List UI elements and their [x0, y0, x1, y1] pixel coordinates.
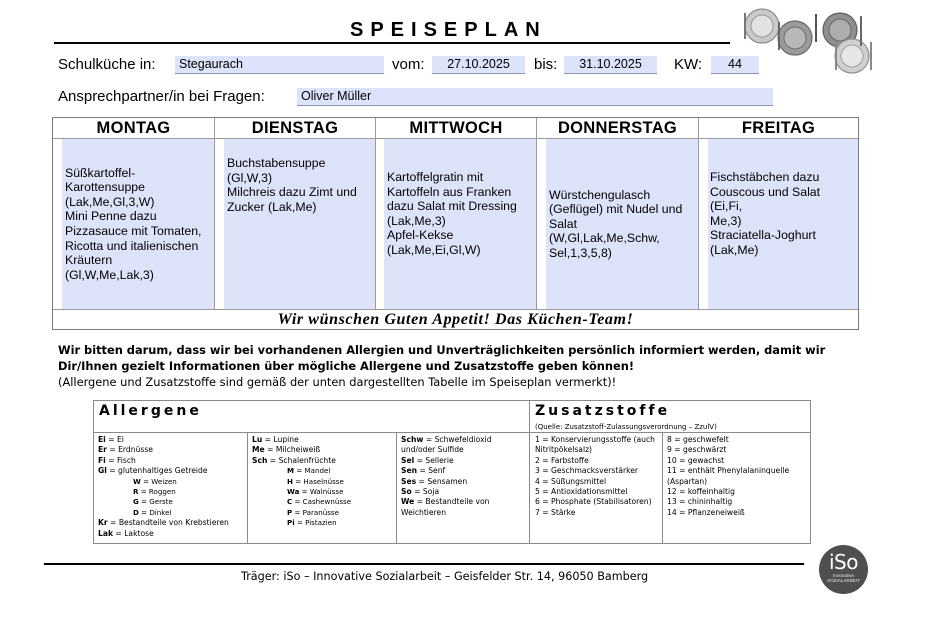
legend-code: Lak	[98, 528, 114, 538]
legend-item	[252, 508, 351, 518]
zusatzstoffe-list-1	[535, 435, 655, 518]
legend-item	[401, 435, 492, 445]
legend-text: = Bestandteile von Krebstieren	[107, 518, 229, 528]
allergen-legend-table	[93, 400, 811, 544]
day-menu-cell	[546, 139, 698, 309]
legend-text: = Dinkel	[138, 507, 172, 517]
legend-text: = Senf	[417, 466, 446, 476]
legend-item	[401, 497, 492, 507]
day-menu-text: Buchstabensuppe (Gl,W,3) Milchreis dazu Zimt und Zucker (Lak,Me)	[227, 156, 357, 214]
logo-subtext: SOZIALARBEIT	[827, 578, 860, 583]
contact-field[interactable]: Oliver Müller	[297, 88, 773, 106]
legend-text: = Mandel	[294, 466, 331, 476]
legend-code: Lu	[252, 435, 263, 444]
legend-item: 12 = koffeinhaltig	[667, 487, 735, 497]
legend-text: und/oder Sulfide	[401, 445, 464, 455]
allergene-heading: Allergene	[99, 403, 202, 419]
legend-item	[98, 508, 229, 518]
notice-line-3: (Allergene und Zusatzstoffe sind gemäß der unten dargestellten Tabelle im Speiseplan vermerkt)!	[58, 375, 617, 389]
legend-code: G	[133, 497, 139, 507]
legend-item: 7 = Stärke	[535, 507, 576, 517]
legend-divider	[396, 432, 397, 543]
legend-text: = Laktose	[113, 528, 154, 538]
legend-code: D	[133, 507, 139, 517]
legend-text: Weichtieren	[401, 507, 447, 517]
day-name: MONTAG	[53, 118, 214, 139]
legend-item	[252, 477, 351, 487]
zusatzstoffe-heading: Zusatzstoffe	[535, 403, 671, 419]
allergene-list-1	[98, 435, 229, 539]
day-name: DONNERSTAG	[537, 118, 698, 139]
legend-text: = Haselnüsse	[292, 476, 344, 486]
legend-item	[401, 477, 492, 487]
iso-logo	[819, 545, 868, 594]
logo-text: iSo	[829, 550, 858, 574]
legend-item	[401, 487, 492, 497]
legend-text: = Schwefeldioxid	[423, 435, 492, 444]
from-date-field[interactable]: 27.10.2025	[432, 56, 525, 74]
legend-text: = Fisch	[105, 455, 136, 465]
legend-item	[401, 508, 492, 518]
footer-text: Träger: iSo – Innovative Sozialarbeit – Geisfelder Str. 14, 96050 Bamberg	[241, 570, 649, 583]
legend-code: Ses	[401, 476, 417, 486]
legend-item: 4 = Süßungsmittel	[535, 476, 607, 486]
school-label: Schulküche in:	[58, 56, 156, 73]
legend-code: Sch	[252, 455, 268, 465]
legend-item: Nitritpökelsalz)	[535, 445, 593, 455]
legend-item	[98, 456, 229, 466]
legend-item: (Aspartan)	[667, 476, 708, 486]
legend-code: Schw	[401, 435, 424, 444]
legend-item: 14 = Pflanzeneiweiß	[667, 507, 745, 517]
from-label: vom:	[392, 56, 425, 73]
legend-item: 1 = Konservierungsstoffe (auch	[535, 435, 655, 444]
legend-text: = Walnüsse	[299, 487, 344, 497]
day-menu-text: Würstchengulasch (Geflügel) mit Nudel und Salat (W,Gl,Lak,Me,Schw, Sel,1,3,5,8)	[549, 187, 683, 260]
legend-code: H	[287, 476, 293, 486]
legend-text: = Milcheiweiß	[264, 445, 321, 455]
logo-subtext: Innovative	[833, 573, 854, 578]
legend-item	[98, 445, 229, 455]
week-label: KW:	[674, 56, 703, 73]
day-column-thursday	[537, 118, 699, 309]
day-column-tuesday	[215, 118, 376, 309]
weekly-menu-table	[52, 117, 859, 330]
legend-item: 10 = gewachst	[667, 455, 725, 465]
legend-text: = Weizen	[140, 476, 177, 486]
day-menu-cell	[62, 139, 214, 309]
legend-code: C	[287, 497, 293, 507]
legend-item: 8 = geschwefelt	[667, 435, 729, 444]
legend-code: Er	[98, 445, 107, 455]
school-field[interactable]: Stegaurach	[175, 56, 384, 74]
legend-code: W	[133, 476, 141, 486]
notice-line-1: Wir bitten darum, dass wir bei vorhandenen Allergien und Unverträglichkeiten persönlich informiert werden, damit wir	[58, 343, 826, 357]
day-menu-text: Kartoffelgratin mit Kartoffeln aus Franken dazu Salat mit Dressing (Lak,Me,3) Apfel-Kekse (Lak,Me,Ei,Gl,W)	[387, 170, 517, 257]
notice-line-2: Dir/Ihnen gezielt Informationen über mögliche Allergene und Zusatzstoffe geben können!	[58, 359, 635, 373]
day-name: MITTWOCH	[376, 118, 536, 139]
legend-item: 9 = geschwärzt	[667, 445, 727, 455]
day-column-wednesday	[376, 118, 537, 309]
legend-code: Fi	[98, 455, 106, 465]
allergy-notice	[58, 342, 825, 390]
legend-item: 11 = enthält Phenylalaninquelle	[667, 466, 790, 476]
legend-text: = Sellerie	[414, 455, 454, 465]
week-field[interactable]: 44	[711, 56, 759, 74]
legend-item: 2 = Farbstoffe	[535, 455, 589, 465]
legend-item	[252, 518, 351, 528]
day-menu-text: Fischstäbchen dazu Couscous und Salat (Ei,Fi, Me,3) Straciatella-Joghurt (Lak,Me)	[710, 170, 821, 257]
legend-item	[98, 487, 229, 497]
legend-text: = Roggen	[138, 487, 176, 497]
legend-item	[98, 497, 229, 507]
to-label: bis:	[534, 56, 558, 73]
legend-item	[98, 477, 229, 487]
legend-code: Kr	[98, 518, 108, 528]
legend-code: Gl	[98, 466, 107, 476]
legend-divider	[662, 432, 663, 543]
legend-code: R	[133, 487, 139, 497]
day-menu-cell	[384, 139, 536, 309]
legend-code: P	[287, 507, 293, 517]
legend-item	[252, 445, 351, 455]
legend-item	[98, 466, 229, 476]
legend-text: = Bestandteile von	[414, 497, 490, 507]
legend-code: Wa	[287, 487, 300, 497]
day-name: DIENSTAG	[215, 118, 375, 139]
legend-divider	[247, 432, 248, 543]
title-underline	[54, 42, 730, 44]
legend-code: Me	[252, 445, 265, 455]
plates-cutlery-icon	[740, 8, 875, 78]
contact-label: Ansprechpartner/in bei Fragen:	[58, 88, 265, 105]
legend-text: = Cashewnüsse	[292, 497, 352, 507]
legend-code: Sen	[401, 466, 418, 476]
legend-code: Pi	[287, 518, 295, 528]
day-column-monday	[53, 118, 215, 309]
legend-text: = Erdnüsse	[106, 445, 153, 455]
day-menu-text: Süßkartoffel- Karottensuppe (Lak,Me,Gl,3,W) Mini Penne dazu Pizzasauce mit Tomaten, Ricotta und italienischen Kräutern (Gl,W,Me,Lak,3)	[65, 165, 202, 282]
legend-item	[401, 456, 492, 466]
legend-divider	[529, 401, 530, 543]
day-column-friday	[699, 118, 858, 309]
legend-item	[98, 518, 229, 528]
legend-item	[252, 435, 351, 445]
allergene-list-3	[401, 435, 492, 518]
legend-text: = Schalenfrüchte	[267, 455, 336, 465]
legend-text: = Pistazien	[294, 518, 337, 528]
legend-text: = glutenhaltiges Getreide	[106, 466, 208, 476]
legend-code: So	[401, 487, 412, 497]
legend-item: 13 = chininhaltig	[667, 497, 733, 507]
legend-item	[252, 497, 351, 507]
day-menu-cell	[224, 139, 375, 309]
legend-text: = Lupine	[262, 435, 299, 444]
day-name: FREITAG	[699, 118, 858, 139]
legend-code: Ei	[98, 435, 106, 444]
legend-text: = Soja	[411, 487, 440, 497]
legend-code: Sel	[401, 455, 415, 465]
legend-item	[401, 445, 492, 455]
allergene-list-2	[252, 435, 351, 529]
legend-item	[252, 466, 351, 476]
legend-item: 5 = Antioxidationsmittel	[535, 487, 628, 497]
legend-text: = Ei	[105, 435, 124, 444]
zusatzstoffe-source: (Quelle: Zusatzstoff-Zulassungsverordnung – ZzulV)	[535, 423, 717, 431]
legend-item	[98, 435, 229, 445]
appetit-message: Wir wünschen Guten Appetit! Das Küchen-Team!	[53, 309, 858, 330]
legend-item	[252, 487, 351, 497]
legend-code: We	[401, 497, 415, 507]
legend-text: = Paranüsse	[292, 507, 339, 517]
legend-text: = Gerste	[138, 497, 173, 507]
legend-divider	[94, 432, 810, 433]
to-date-field[interactable]: 31.10.2025	[564, 56, 657, 74]
legend-item: 6 = Phosphate (Stabilisatoren)	[535, 497, 652, 507]
page-title: SPEISEPLAN	[350, 19, 547, 41]
zusatzstoffe-list-2	[667, 435, 789, 518]
legend-item	[98, 529, 229, 539]
legend-text: = Sensamen	[416, 476, 468, 486]
day-menu-cell	[708, 139, 858, 309]
legend-code: M	[287, 466, 295, 476]
legend-item	[401, 466, 492, 476]
legend-item: 3 = Geschmacksverstärker	[535, 466, 639, 476]
footer-rule	[44, 563, 804, 565]
legend-item	[252, 456, 351, 466]
